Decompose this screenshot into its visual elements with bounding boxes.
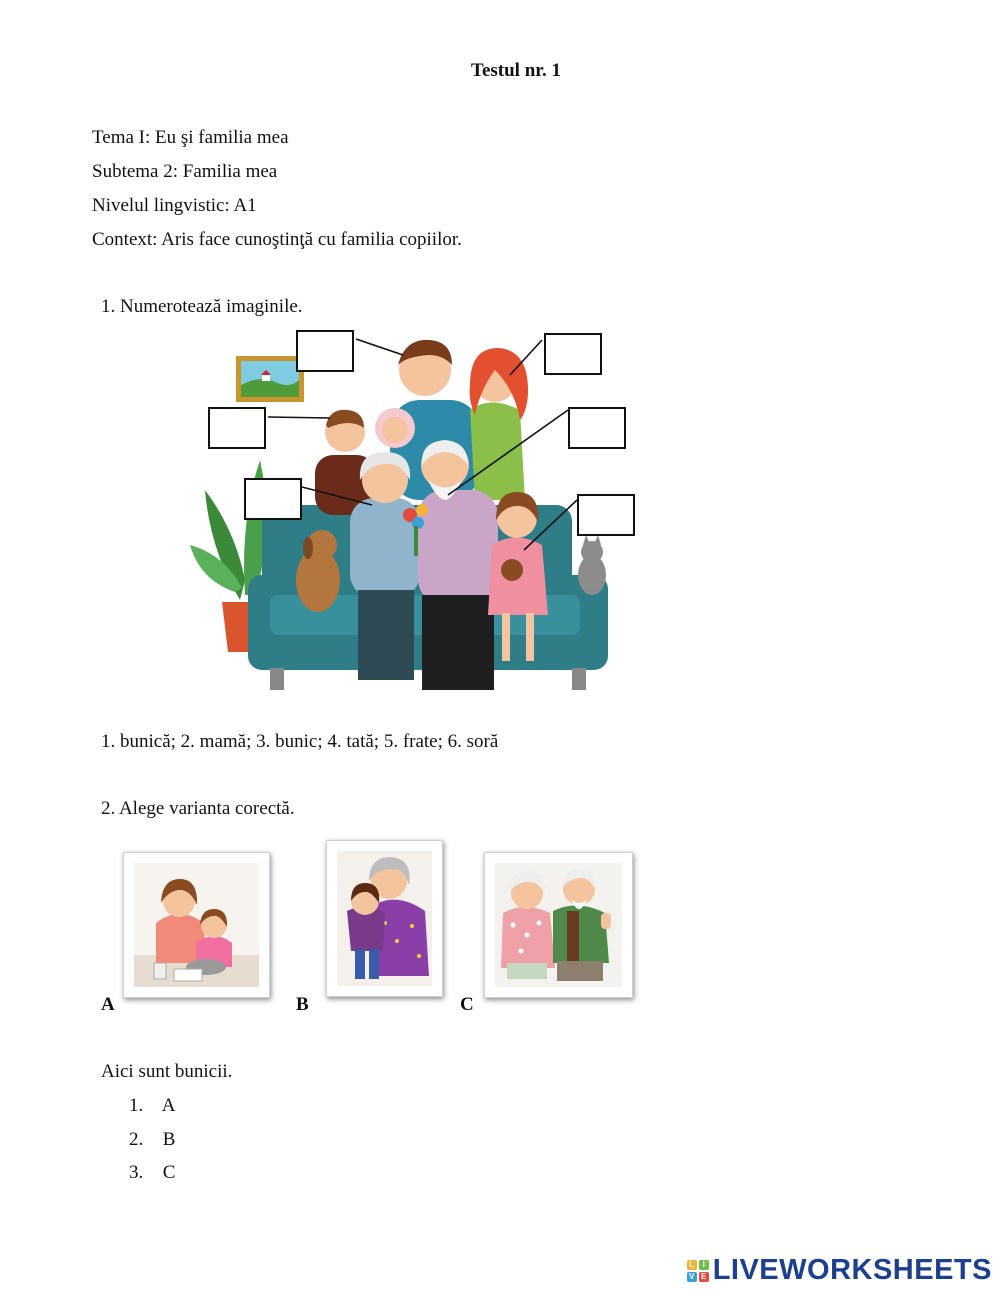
exercise2-prompt: 2. Alege varianta corectă. (101, 798, 295, 819)
logo-text: LIVEWORKSHEETS (712, 1254, 992, 1286)
subtheme-line: Subtema 2: Familia mea (92, 161, 278, 182)
wall-picture-icon (236, 356, 304, 402)
option-number: 3. (129, 1162, 144, 1183)
option-2[interactable] (129, 1129, 175, 1151)
picture-b[interactable] (326, 840, 443, 997)
liveworksheets-logo[interactable] (687, 1254, 992, 1287)
level-line: Nivelul lingvistic: A1 (92, 195, 257, 216)
mother-figure (470, 348, 528, 500)
picture-c-letter: C (460, 994, 474, 1015)
answer-box-mother[interactable] (544, 333, 602, 375)
answer-box-grandmother[interactable] (244, 478, 302, 520)
option-number: 2. (129, 1129, 144, 1150)
option-label: A (161, 1095, 176, 1116)
picture-c[interactable] (484, 852, 633, 998)
grandmother-hugging-child-picture (337, 851, 432, 986)
mother-daughter-cooking-picture (134, 863, 259, 987)
exercise1-prompt: 1. Numerotează imaginile. (101, 296, 303, 317)
picture-a-letter: A (101, 994, 115, 1015)
answer-box-grandfather[interactable] (568, 407, 626, 449)
picture-a[interactable] (123, 852, 270, 998)
context-line: Context: Aris face cunoştinţă cu familia copiilor. (92, 229, 462, 250)
option-3[interactable] (129, 1162, 175, 1184)
option-1[interactable] (129, 1095, 175, 1117)
logo-mark-icon: L I V E (687, 1260, 709, 1282)
baby-figure (375, 408, 415, 448)
grandparents-couple-picture (495, 863, 622, 987)
picture-b-letter: B (296, 994, 309, 1015)
option-number: 1. (129, 1095, 144, 1116)
cat-icon (578, 535, 606, 595)
answer-box-father[interactable] (296, 330, 354, 372)
answer-box-brother[interactable] (208, 407, 266, 449)
theme-line: Tema I: Eu şi familia mea (92, 127, 289, 148)
option-label: B (162, 1129, 176, 1150)
answer-box-sister[interactable] (577, 494, 635, 536)
page-title: Testul nr. 1 (471, 60, 561, 81)
option-label: C (162, 1162, 176, 1183)
word-bank: 1. bunică; 2. mamă; 3. bunic; 4. tată; 5. frate; 6. soră (101, 731, 499, 752)
question-text: Aici sunt bunicii. (101, 1061, 233, 1082)
